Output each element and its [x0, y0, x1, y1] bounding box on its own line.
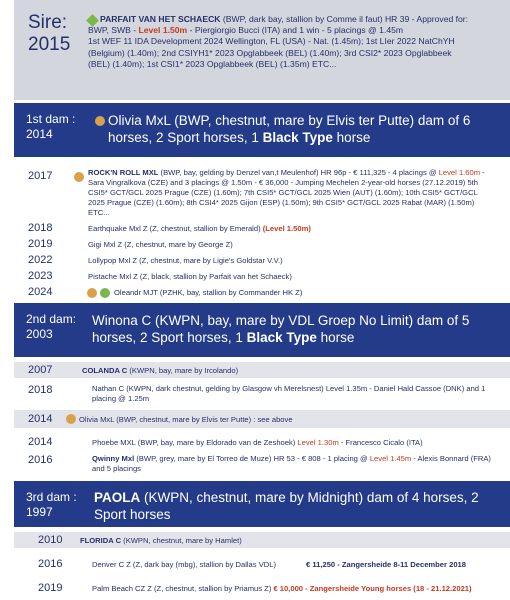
- table-row: FLORIDA C (KWPN, chestnut, mare by Hamlet): [80, 536, 242, 545]
- row-year: 2024: [28, 286, 53, 298]
- row-year: 2019: [28, 238, 53, 250]
- green-dot-icon: [100, 288, 110, 298]
- sire-description: PARFAIT VAN HET SCHAECK (BWP, dark bay, stallion by Comme il faut) HR 39 - Approved for: BWP, SWB - Level 1.50m - Piergiorgio Bucci (ITA) and 1 win - 5 placings @ 1.45m 1st WEF 11 IDA Development 2024 Wellington, FL (USA) - Nat. (1.45m); 1st LIer 2022 NatChYH (Belgium) (1.40m); 2nd CSIYH1* 2023 Opglabbeek (BEL) (1.40m); 3rd CSI2* 2023 Opglabbeek (BEL) (1.40m); 1st CSI1* 2023 Opglabbeek (BEL) (1.35m) ETC...: [88, 14, 472, 70]
- table-row: Earthquake Mxl Z (Z, chestnut, stallion by Emerald) (Level 1.50m): [88, 224, 311, 233]
- dam3-year: 1997: [26, 505, 53, 519]
- dam2-year: 2003: [26, 327, 53, 341]
- dam1-label: 1st dam :: [26, 112, 76, 126]
- row-year: 2018: [28, 384, 53, 396]
- row-year: 2010: [38, 534, 63, 546]
- dam2-title: Winona C (KWPN, bay, mare by VDL Groep No Limit) dam of 5 horses, 2 Sport horses, 1 Black Type horse: [92, 313, 470, 345]
- table-row: ROCK'N ROLL MXL (BWP, bay, gelding by Denzel van,t Meulenhof) HR 96p - € 111,325 - 4 placings @ Level 1.60m - Sara Vingralkova (CZE) and 3 placings @ 1.50m - € 36,000 - Jumping Mechelen 2-year-old horses (27.12.2019) 5th CSI5* GCT/GCL 2025 Prague (CZE) (1.60m); 7th CSI5* GCT/GCL 2025 Wien (AUT) (1.60m); 10th CSI5* GCT/GCL 2025 Prague (CZE) (1.60m); 8th CSI4* 2025 Gijon (ESP) (1.50m); 9th CSI5* GCT/GCL 2025 Rabat (MAR) (1.50m) ETC...: [88, 168, 485, 217]
- orange-dot-icon: [87, 288, 97, 298]
- dam1-header: [14, 103, 510, 157]
- row-year: 2016: [38, 558, 63, 570]
- row-year: 2014: [28, 436, 53, 448]
- sire-level: Level 1.50m: [138, 25, 188, 36]
- table-row: Palm Beach CZ Z (Z, chestnut, stallion by Priamus Z) € 10,000 - Zangersheide Young horses (18 - 21.12.2021): [92, 584, 472, 593]
- row-year: 2018: [28, 222, 53, 234]
- table-row: Gigi Mxl Z (Z, chestnut, mare by George Z): [88, 240, 233, 249]
- row-year: 2023: [28, 270, 53, 282]
- table-row: Phoebe MXL (BWP, bay, mare by Eldorado van de Zeshoek) Level 1.30m - Francesco Cicalo (ITA): [92, 438, 423, 447]
- table-row: Pistache Mxl Z (Z, black, stallion by Parfait van het Schaeck): [88, 272, 292, 281]
- row-year: 2014: [28, 413, 53, 425]
- table-row: Oleandr MJT (PZHK, bay, stallion by Commander HK Z): [114, 288, 303, 297]
- sire-year: 2015: [28, 34, 71, 55]
- row-year: 2007: [28, 364, 53, 376]
- row-year: 2016: [28, 454, 53, 466]
- table-row: Qwinny Mxl (BWP, grey, mare by El Torreo de Muze) HR 53 - € 808 - 1 placing @ Level 1.45m - Alexis Bonnard (FRA) and 5 placings: [92, 454, 491, 473]
- sire-name: PARFAIT VAN HET SCHAECK: [100, 14, 221, 24]
- orange-dot-icon: [74, 172, 84, 182]
- orange-dot-icon: [66, 414, 76, 424]
- dam1-year: 2014: [26, 127, 53, 141]
- row-year: 2019: [38, 582, 63, 594]
- sire-results: 1st WEF 11 IDA Development 2024 Wellington, FL (USA) - Nat. (1.45m); 1st LIer 2022 NatChYH (Belgium) (1.40m); 2nd CSIYH1* 2023 Opglabbeek (BEL) (1.40m); 3rd CSI2* 2023 Opglabbeek (BEL) (1.40m); 1st CSI1* 2023 Opglabbeek (BEL) (1.35m) ETC...: [88, 36, 455, 69]
- dam1-title: Olivia MxL (BWP, chestnut, mare by Elvis ter Putte) dam of 6 horses, 2 Sport horses, 1 Black Type horse: [108, 113, 471, 145]
- sire-heading: [28, 12, 70, 56]
- orange-dot-icon: [95, 116, 105, 126]
- prize-money: € 11,250 - Zangersheide 8-11 December 2018: [306, 560, 466, 569]
- table-row: COLANDA C (KWPN, bay, mare by Ircolando): [82, 366, 239, 375]
- dam3-header: [14, 481, 510, 527]
- dam3-title: PAOLA (KWPN, chestnut, mare by Midnight) dam of 4 horses, 2 Sport horses: [94, 490, 479, 522]
- sire-label: Sire:: [28, 12, 68, 33]
- dam3-label: 3rd dam :: [26, 490, 77, 504]
- table-row: Olivia MxL (BWP, chestnut, mare by Elvis ter Putte) : see above: [79, 415, 293, 424]
- dam2-label: 2nd dam:: [26, 312, 77, 326]
- table-row: Denver C Z (Z, dark bay (mbg), stallion by Dallas VDL): [92, 560, 276, 569]
- row-year: 2017: [28, 170, 53, 182]
- table-row: Lollypop Mxl Z (Z, chestnut, mare by Ligie's Goldstar V.V.): [88, 256, 283, 265]
- dam2-header: [14, 303, 510, 357]
- table-row: Nathan C (KWPN, dark chestnut, gelding by Glasgow vh Merelsnest) Level 1.35m - Daniel Hald Cassoe (DNK) and 1 placing @ 1.25m: [92, 384, 486, 403]
- row-year: 2022: [28, 254, 53, 266]
